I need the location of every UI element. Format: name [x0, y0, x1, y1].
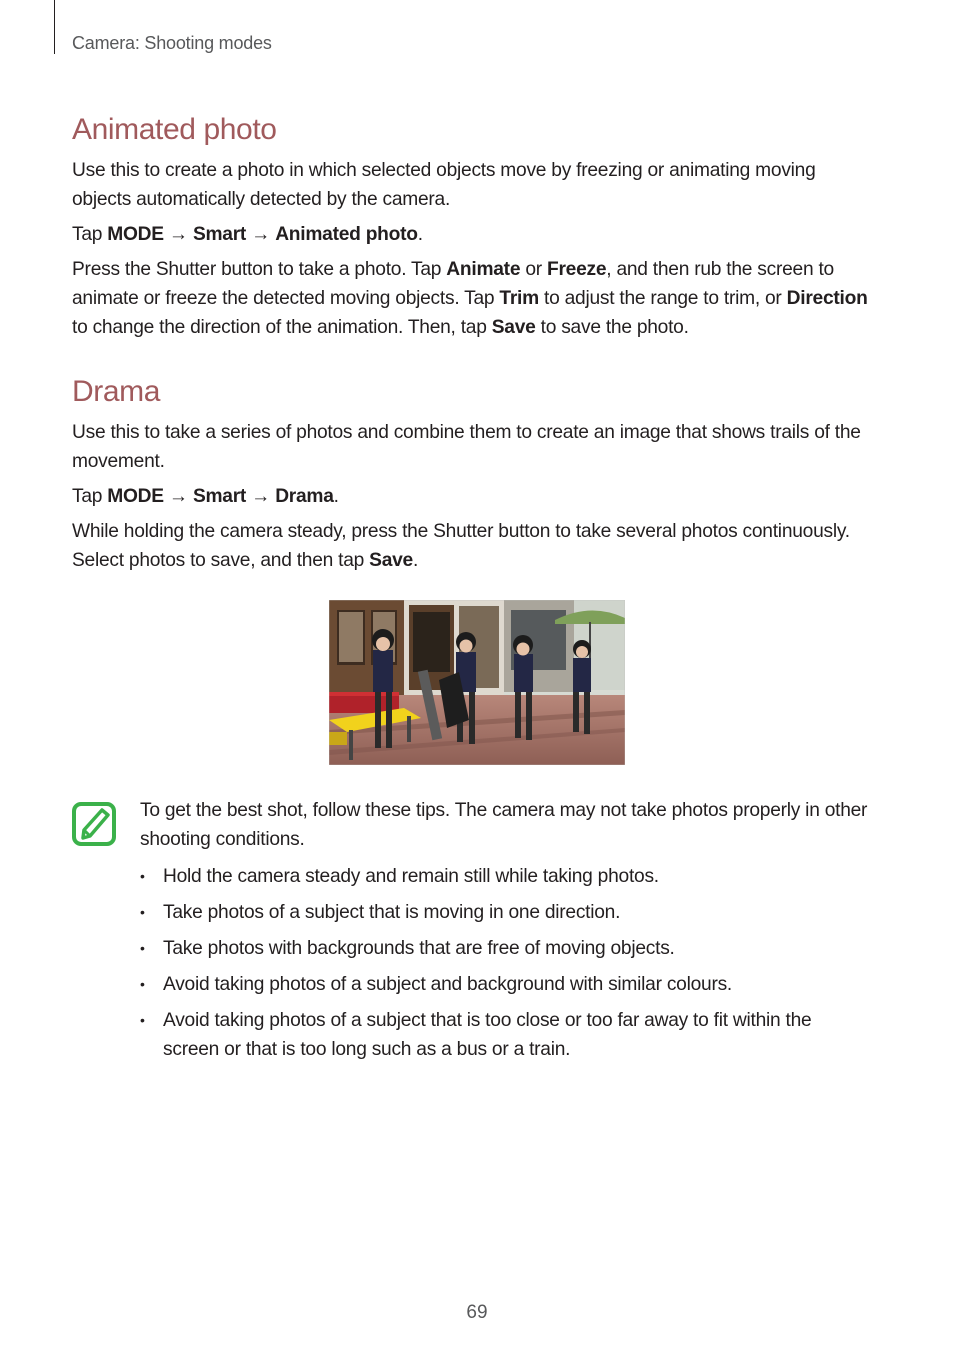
animated-photo-intro: Use this to create a photo in which selected objects move by freezing or animating moving objects automatically detected by the camera.: [72, 160, 816, 210]
tip-item: • Hold the camera steady and remain still while taking photos.: [140, 866, 659, 887]
drama-path: Tap MODE → Smart → Drama.: [72, 486, 339, 507]
drama-example-photo: [329, 600, 625, 765]
drama-instructions: While holding the camera steady, press the Shutter button to take several photos continuously. Select photos to save, and then tap Save.: [72, 521, 850, 571]
section-title-drama: Drama: [72, 375, 161, 408]
tip-item: • Avoid taking photos of a subject that is too close or too far away to fit within the screen or that is too long such as a bus or a train.: [140, 1010, 812, 1060]
tip-item: • Avoid taking photos of a subject and background with similar colours.: [140, 974, 733, 995]
section-title-animated-photo: Animated photo: [72, 113, 277, 146]
main-content: [72, 108, 872, 765]
drama-intro: Use this to take a series of photos and combine them to create an image that shows trails of the movement.: [72, 422, 861, 472]
tips-list: [140, 862, 872, 1064]
tips-note: [72, 796, 872, 1064]
running-head: Camera: Shooting modes: [72, 33, 272, 53]
header-rule: [54, 0, 55, 54]
page-number: 69: [466, 1302, 488, 1323]
animated-photo-path: Tap MODE → Smart → Animated photo.: [72, 224, 423, 245]
tip-item: • Take photos with backgrounds that are free of moving objects.: [140, 938, 675, 959]
tip-item: • Take photos of a subject that is moving in one direction.: [140, 902, 621, 923]
note-pencil-icon: [72, 800, 118, 846]
animated-photo-instructions: Press the Shutter button to take a photo. Tap Animate or Freeze, and then rub the screen to animate or freeze the detected moving objects. Tap Trim to adjust the range to trim, or Direction to change the direction of the animation. Then, tap Save to save the photo.: [72, 259, 868, 338]
tips-intro: To get the best shot, follow these tips. The camera may not take photos properly in other shooting conditions.: [140, 800, 868, 850]
